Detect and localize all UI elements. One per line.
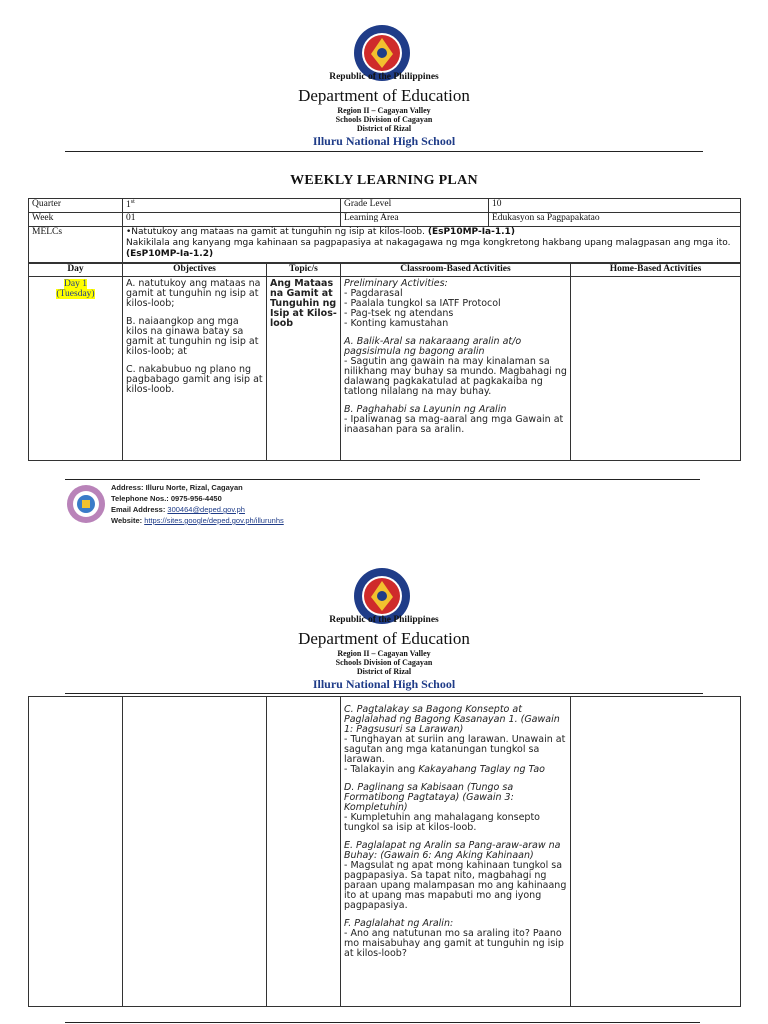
day-label: Day 1 xyxy=(64,279,87,289)
footer-telephone: Telephone Nos.: 0975-956-4450 xyxy=(111,494,222,503)
day-cell xyxy=(29,277,123,461)
footer-address: Address: Illuru Norte, Rizal, Cagayan xyxy=(111,483,243,492)
home-cell-p2 xyxy=(571,697,741,1007)
prelim-item-2: - Paalala tungkol sa IATF Protocol xyxy=(344,298,501,309)
footer-email-label: Email Address: xyxy=(111,505,168,514)
footer-email-link[interactable]: 300464@deped.gov.ph xyxy=(167,505,245,514)
footer-contact xyxy=(111,482,284,526)
footer-rule xyxy=(65,479,700,480)
topic-text: Ang Mataas na Gamit at Tunguhin ng Isip at Kilos-loob xyxy=(270,278,337,329)
page-title: WEEKLY LEARNING PLAN xyxy=(290,173,478,188)
prelim-title: Preliminary Activities: xyxy=(344,278,448,289)
republic-text: Republic of the Philippines xyxy=(329,72,439,82)
activity-d-title: D. Paglinang sa Kabisaan (Tungo sa Formatibong Pagtataya) (Gawain 3: Kompletuhin) xyxy=(344,782,514,813)
classroom-cell-p2 xyxy=(341,697,571,1007)
region-text-page2: Region II – Cagayan Valley xyxy=(337,649,431,658)
footer-website-link[interactable]: https://sites.google/deped.gov.ph/illurunhs xyxy=(144,516,284,525)
classroom-cell xyxy=(341,277,571,461)
melc-1: •Natutukoy ang mataas na gamit at tunguhin ng isip at kilos-loob. xyxy=(126,227,428,237)
district-text-page2: District of Rizal xyxy=(356,667,412,676)
col-home: Home-Based Activities xyxy=(571,264,741,277)
melcs-content xyxy=(123,227,741,263)
footer-rule-page2 xyxy=(65,1022,700,1023)
prelim-item-1: - Pagdarasal xyxy=(344,288,403,299)
header-rule xyxy=(65,151,703,152)
day-cell-p2 xyxy=(29,697,123,1007)
col-topics: Topic/s xyxy=(267,264,341,277)
activity-f-title: F. Paglalahat ng Aralin: xyxy=(344,918,454,929)
plan-table-continued xyxy=(28,696,741,1007)
school-logo xyxy=(66,484,106,524)
school-name: Illuru National High School xyxy=(312,134,456,148)
grade-label: Grade Level xyxy=(341,199,489,213)
department-title-page2: Department of Education xyxy=(298,629,470,648)
activity-e-body: - Magsulat ng apat mong kahinaan tungkol sa pagpapasiya. Sa tapat nito, magbahagi ng paraan upang malampasan mo ang kahinaang ito at upang mas mapabuti mo ang iyong pagpapasiya. xyxy=(344,860,567,911)
division-text: Schools Division of Cagayan xyxy=(335,115,433,124)
header-rule-page2 xyxy=(65,693,703,694)
objectives-cell xyxy=(123,277,267,461)
activity-c-body-2: - Talakayin ang Kakayahang Taglay ng Tao xyxy=(344,764,545,775)
topic-cell-p2 xyxy=(267,697,341,1007)
col-day: Day xyxy=(29,264,123,277)
activity-b-title: B. Paghahabi sa Layunin ng Aralin xyxy=(344,404,507,415)
objective-c: C. nakabubuo ng plano ng pagbabago gamit ang isip at kilos-loob. xyxy=(126,364,263,395)
republic-text-page2: Republic of the Philippines xyxy=(329,615,439,625)
division-text-page2: Schools Division of Cagayan xyxy=(335,658,433,667)
objectives-cell-p2 xyxy=(123,697,267,1007)
melc-2: Nakikilala ang kanyang mga kahinaan sa pagpapasiya at nakagagawa ng mga kongkretong hakbang upang malagpasan ang mga ito. xyxy=(126,238,731,248)
quarter-label: Quarter xyxy=(29,199,123,213)
week-value: 01 xyxy=(123,213,341,227)
prelim-item-4: - Konting kamustahan xyxy=(344,318,449,329)
melc-2-code: (EsP10MP-Ia-1.2) xyxy=(126,249,214,259)
day-sub: (Tuesday) xyxy=(56,289,95,299)
activity-c-title: C. Pagtalakay sa Bagong Konsepto at Paglalahad ng Bagong Kasanayan 1. (Gawain 1: Pagsusuri sa Larawan) xyxy=(344,704,560,735)
activity-a-title: A. Balik-Aral sa nakaraang aralin at/o pagsisimula ng bagong aralin xyxy=(344,336,522,357)
activity-a-body: - Sagutin ang gawain na may kinalaman sa nilikhang may buhay sa mundo. Magbahagi ng dalawang pagkakatulad at pagkakaiba ng tatlong nilalang na may buhay. xyxy=(344,356,567,397)
week-label: Week xyxy=(29,213,123,227)
activity-b-body: - Ipaliwanag sa mag-aaral ang mga Gawain at inaasahan para sa aralin. xyxy=(344,414,564,435)
activity-e-title: E. Paglalapat ng Aralin sa Pang-araw-araw na Buhay: (Gawain 6: Ang Aking Kahinaan) xyxy=(344,840,561,861)
school-name-page2: Illuru National High School xyxy=(312,677,456,691)
plan-table xyxy=(28,263,741,461)
melcs-label: MELCs xyxy=(29,227,123,263)
footer-website-label: Website: xyxy=(111,516,145,525)
area-label: Learning Area xyxy=(341,213,489,227)
department-title: Department of Education xyxy=(298,86,470,105)
activity-f-body: - Ano ang natutunan mo sa araling ito? Paano mo maisabuhay ang gamit at tunguhin ng isip at kilos-loob? xyxy=(344,928,564,959)
quarter-value: 1st xyxy=(123,199,341,213)
info-table xyxy=(28,198,741,263)
col-classroom: Classroom-Based Activities xyxy=(341,264,571,277)
region-text: Region II – Cagayan Valley xyxy=(337,106,431,115)
activity-c-body-1: - Tunghayan at suriin ang larawan. Unawain at sagutan ang mga katanungan tungkol sa larawan. xyxy=(344,734,566,765)
grade-value: 10 xyxy=(489,199,741,213)
prelim-item-3: - Pag-tsek ng atendans xyxy=(344,308,454,319)
topic-cell xyxy=(267,277,341,461)
home-cell xyxy=(571,277,741,461)
district-text: District of Rizal xyxy=(356,124,412,133)
melc-1-code: (EsP10MP-Ia-1.1) xyxy=(427,227,515,237)
col-objectives: Objectives xyxy=(123,264,267,277)
objective-a: A. natutukoy ang mataas na gamit at tunguhin ng isip at kilos-loob; xyxy=(126,278,261,309)
objective-b: B. naiaangkop ang mga kilos na ginawa batay sa gamit at tunguhin ng isip at kilos-loob; at xyxy=(126,316,259,357)
activity-d-body: - Kumpletuhin ang mahalagang konsepto tungkol sa isip at kilos-loob. xyxy=(344,812,540,833)
area-value: Edukasyon sa Pagpapakatao xyxy=(489,213,741,227)
